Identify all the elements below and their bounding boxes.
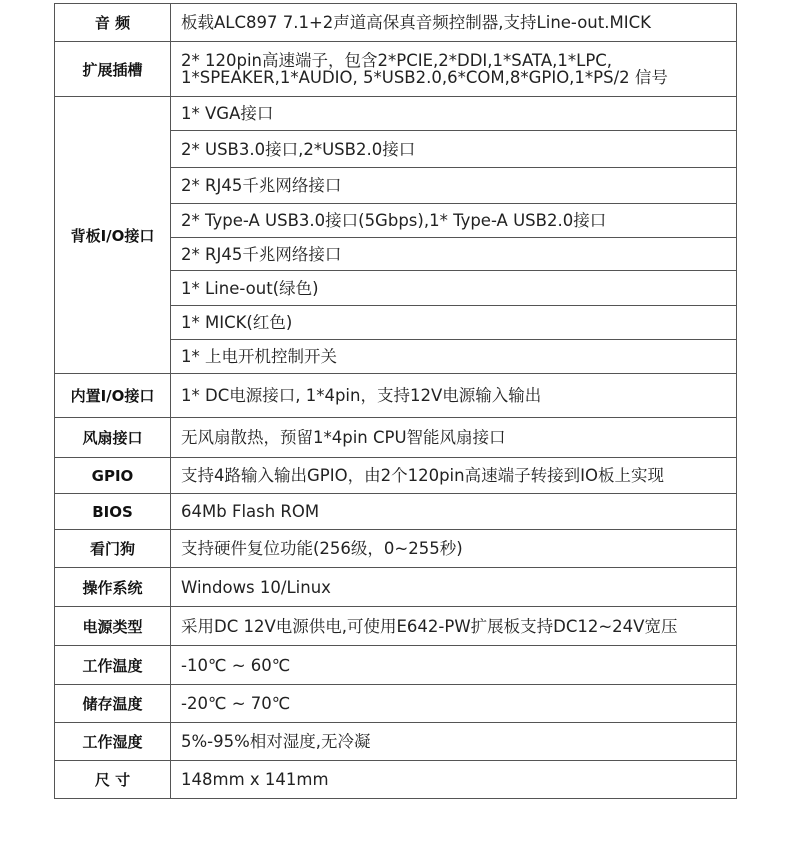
row-label-os: 操作系统 bbox=[55, 568, 171, 607]
table-row bbox=[55, 646, 737, 685]
row-label-gpio: GPIO bbox=[55, 458, 171, 494]
expansion-line-1: 2* 120pin高速端子，包含2*PCIE,2*DDI,1*SATA,1*LPC, bbox=[181, 51, 613, 70]
rear-io-item: 1* VGA接口 bbox=[171, 97, 737, 131]
table-row bbox=[55, 723, 737, 761]
row-label-operating-temp: 工作温度 bbox=[55, 646, 171, 685]
table-row bbox=[55, 374, 737, 418]
row-label-fan: 风扇接口 bbox=[55, 418, 171, 458]
spec-table bbox=[54, 3, 737, 799]
table-row bbox=[55, 685, 737, 723]
rear-io-item: 1* Line-out(绿色) bbox=[171, 271, 737, 306]
table-row bbox=[55, 458, 737, 494]
rear-io-item: 2* RJ45千兆网络接口 bbox=[171, 168, 737, 204]
table-row bbox=[55, 761, 737, 799]
rear-io-item: 2* Type-A USB3.0接口(5Gbps),1* Type-A USB2.0接口 bbox=[171, 204, 737, 238]
row-value-humidity: 5%-95%相对湿度,无冷凝 bbox=[171, 723, 737, 761]
table-row bbox=[55, 97, 737, 131]
row-value-expansion-slots bbox=[171, 42, 737, 97]
row-value-internal-io: 1* DC电源接口, 1*4pin，支持12V电源输入输出 bbox=[171, 374, 737, 418]
row-label-audio: 音 频 bbox=[55, 4, 171, 42]
row-label-storage-temp: 储存温度 bbox=[55, 685, 171, 723]
row-label-internal-io: 内置I/O接口 bbox=[55, 374, 171, 418]
row-label-watchdog: 看门狗 bbox=[55, 530, 171, 568]
row-value-operating-temp: -10℃ ~ 60℃ bbox=[171, 646, 737, 685]
row-value-os: Windows 10/Linux bbox=[171, 568, 737, 607]
rear-io-item: 1* MICK(红色) bbox=[171, 306, 737, 340]
table-row bbox=[55, 568, 737, 607]
row-value-gpio: 支持4路输入输出GPIO，由2个120pin高速端子转接到IO板上实现 bbox=[171, 458, 737, 494]
rear-io-item: 2* RJ45千兆网络接口 bbox=[171, 238, 737, 271]
row-label-rear-io: 背板I/O接口 bbox=[55, 97, 171, 374]
table-row bbox=[55, 494, 737, 530]
row-value-fan: 无风扇散热，预留1*4pin CPU智能风扇接口 bbox=[171, 418, 737, 458]
row-value-audio: 板载ALC897 7.1+2声道高保真音频控制器,支持Line-out.MICK bbox=[171, 4, 737, 42]
row-label-dimensions: 尺 寸 bbox=[55, 761, 171, 799]
table-row bbox=[55, 607, 737, 646]
rear-io-item: 1* 上电开机控制开关 bbox=[171, 340, 737, 374]
table-row bbox=[55, 418, 737, 458]
table-row bbox=[55, 4, 737, 42]
row-value-dimensions: 148mm x 141mm bbox=[171, 761, 737, 799]
rear-io-item: 2* USB3.0接口,2*USB2.0接口 bbox=[171, 131, 737, 168]
row-label-humidity: 工作湿度 bbox=[55, 723, 171, 761]
row-value-storage-temp: -20℃ ~ 70℃ bbox=[171, 685, 737, 723]
row-value-power-type: 采用DC 12V电源供电,可使用E642-PW扩展板支持DC12~24V宽压 bbox=[171, 607, 737, 646]
row-value-bios: 64Mb Flash ROM bbox=[171, 494, 737, 530]
row-label-bios: BIOS bbox=[55, 494, 171, 530]
row-label-expansion-slots: 扩展插槽 bbox=[55, 42, 171, 97]
row-value-watchdog: 支持硬件复位功能(256级，0~255秒) bbox=[171, 530, 737, 568]
expansion-line-2: 1*SPEAKER,1*AUDIO, 5*USB2.0,6*COM,8*GPIO,1*PS/2 信号 bbox=[181, 68, 668, 87]
table-row bbox=[55, 530, 737, 568]
row-label-power-type: 电源类型 bbox=[55, 607, 171, 646]
table-row bbox=[55, 42, 737, 97]
